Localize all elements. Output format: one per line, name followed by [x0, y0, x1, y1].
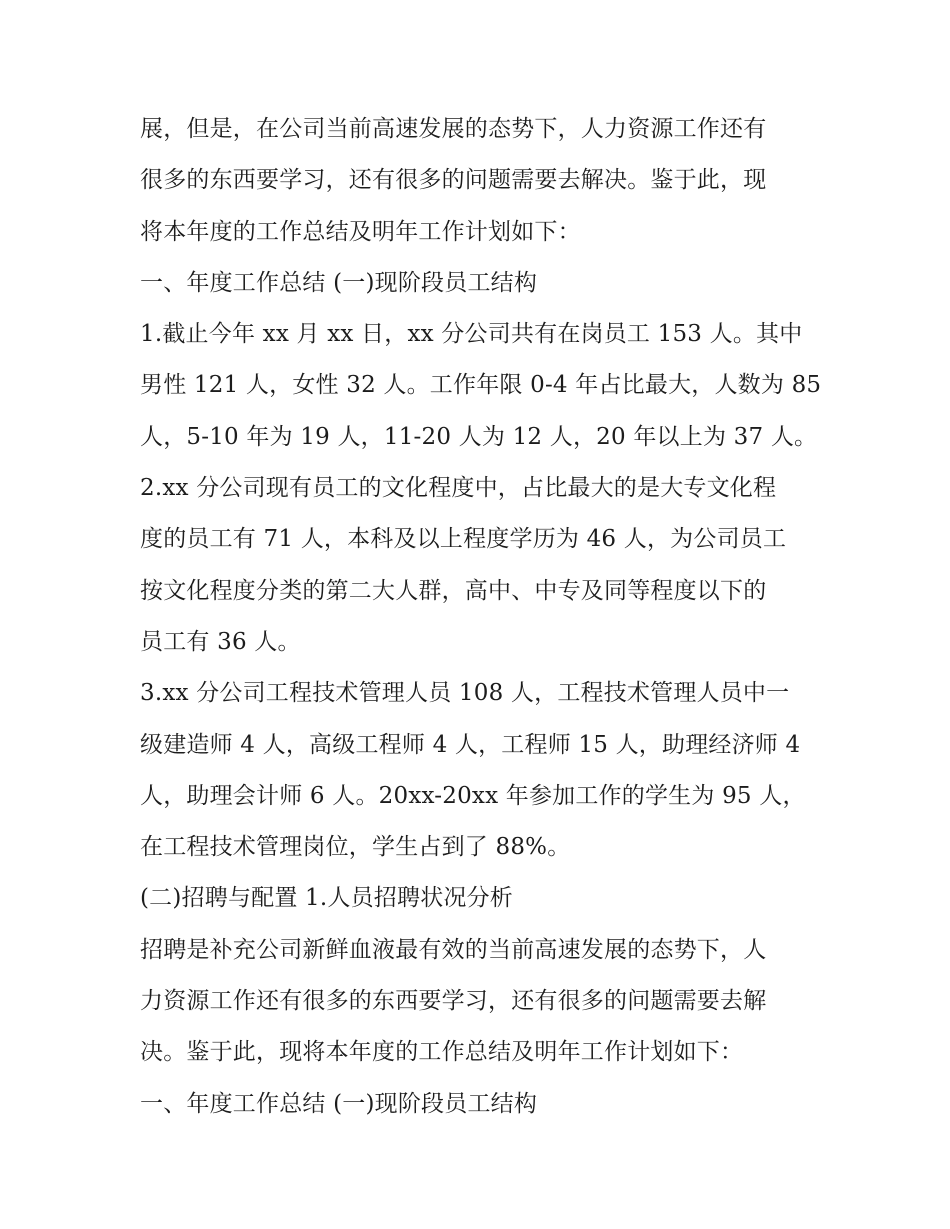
text-line: 招聘是补充公司新鲜血液最有效的当前高速发展的态势下，人 [140, 936, 767, 963]
text-line: 级建造师 4 人，高级工程师 4 人，工程师 15 人，助理经济师 4 [140, 731, 801, 758]
text-line: 决。鉴于此，现将本年度的工作总结及明年工作计划如下： [140, 1039, 744, 1066]
text-line: 员工有 36 人。 [140, 628, 301, 655]
section-heading: 一、年度工作总结 (一)现阶段员工结构 [140, 1090, 538, 1117]
text-line: 3.xx 分公司工程技术管理人员 108 人，工程技术管理人员中一 [140, 680, 790, 707]
section-heading: 一、年度工作总结 (一)现阶段员工结构 [140, 269, 538, 296]
document-body [140, 104, 820, 1130]
text-line: 展，但是，在公司当前高速发展的态势下，人力资源工作还有 [140, 116, 767, 142]
text-line: 2.xx 分公司现有员工的文化程度中，占比最大的是大专文化程 [140, 475, 777, 502]
text-line: 男性 121 人，女性 32 人。工作年限 0-4 年占比最大，人数为 85 [140, 372, 822, 399]
text-line: 力资源工作还有很多的东西要学习，还有很多的问题需要去解 [140, 988, 767, 1015]
text-line: 按文化程度分类的第二大人群，高中、中专及同等程度以下的 [140, 577, 767, 604]
text-line: 在工程技术管理岗位，学生占到了 88%。 [140, 834, 571, 861]
text-line: 人，5-10 年为 19 人，11-20 人为 12 人，20 年以上为 37 人。 [140, 423, 818, 450]
text-line: 度的员工有 71 人，本科及以上程度学历为 46 人，为公司员工 [140, 526, 787, 553]
text-line: 很多的东西要学习，还有很多的问题需要去解决。鉴于此，现 [140, 167, 767, 194]
section-heading: (二)招聘与配置 1.人员招聘状况分析 [140, 885, 514, 912]
text-line: 1.截止今年 xx 月 xx 日，xx 分公司共有在岗员工 153 人。其中 [140, 321, 803, 348]
text-line: 人，助理会计师 6 人。20xx-20xx 年参加工作的学生为 95 人， [140, 782, 806, 809]
text-line: 将本年度的工作总结及明年工作计划如下： [140, 218, 581, 245]
